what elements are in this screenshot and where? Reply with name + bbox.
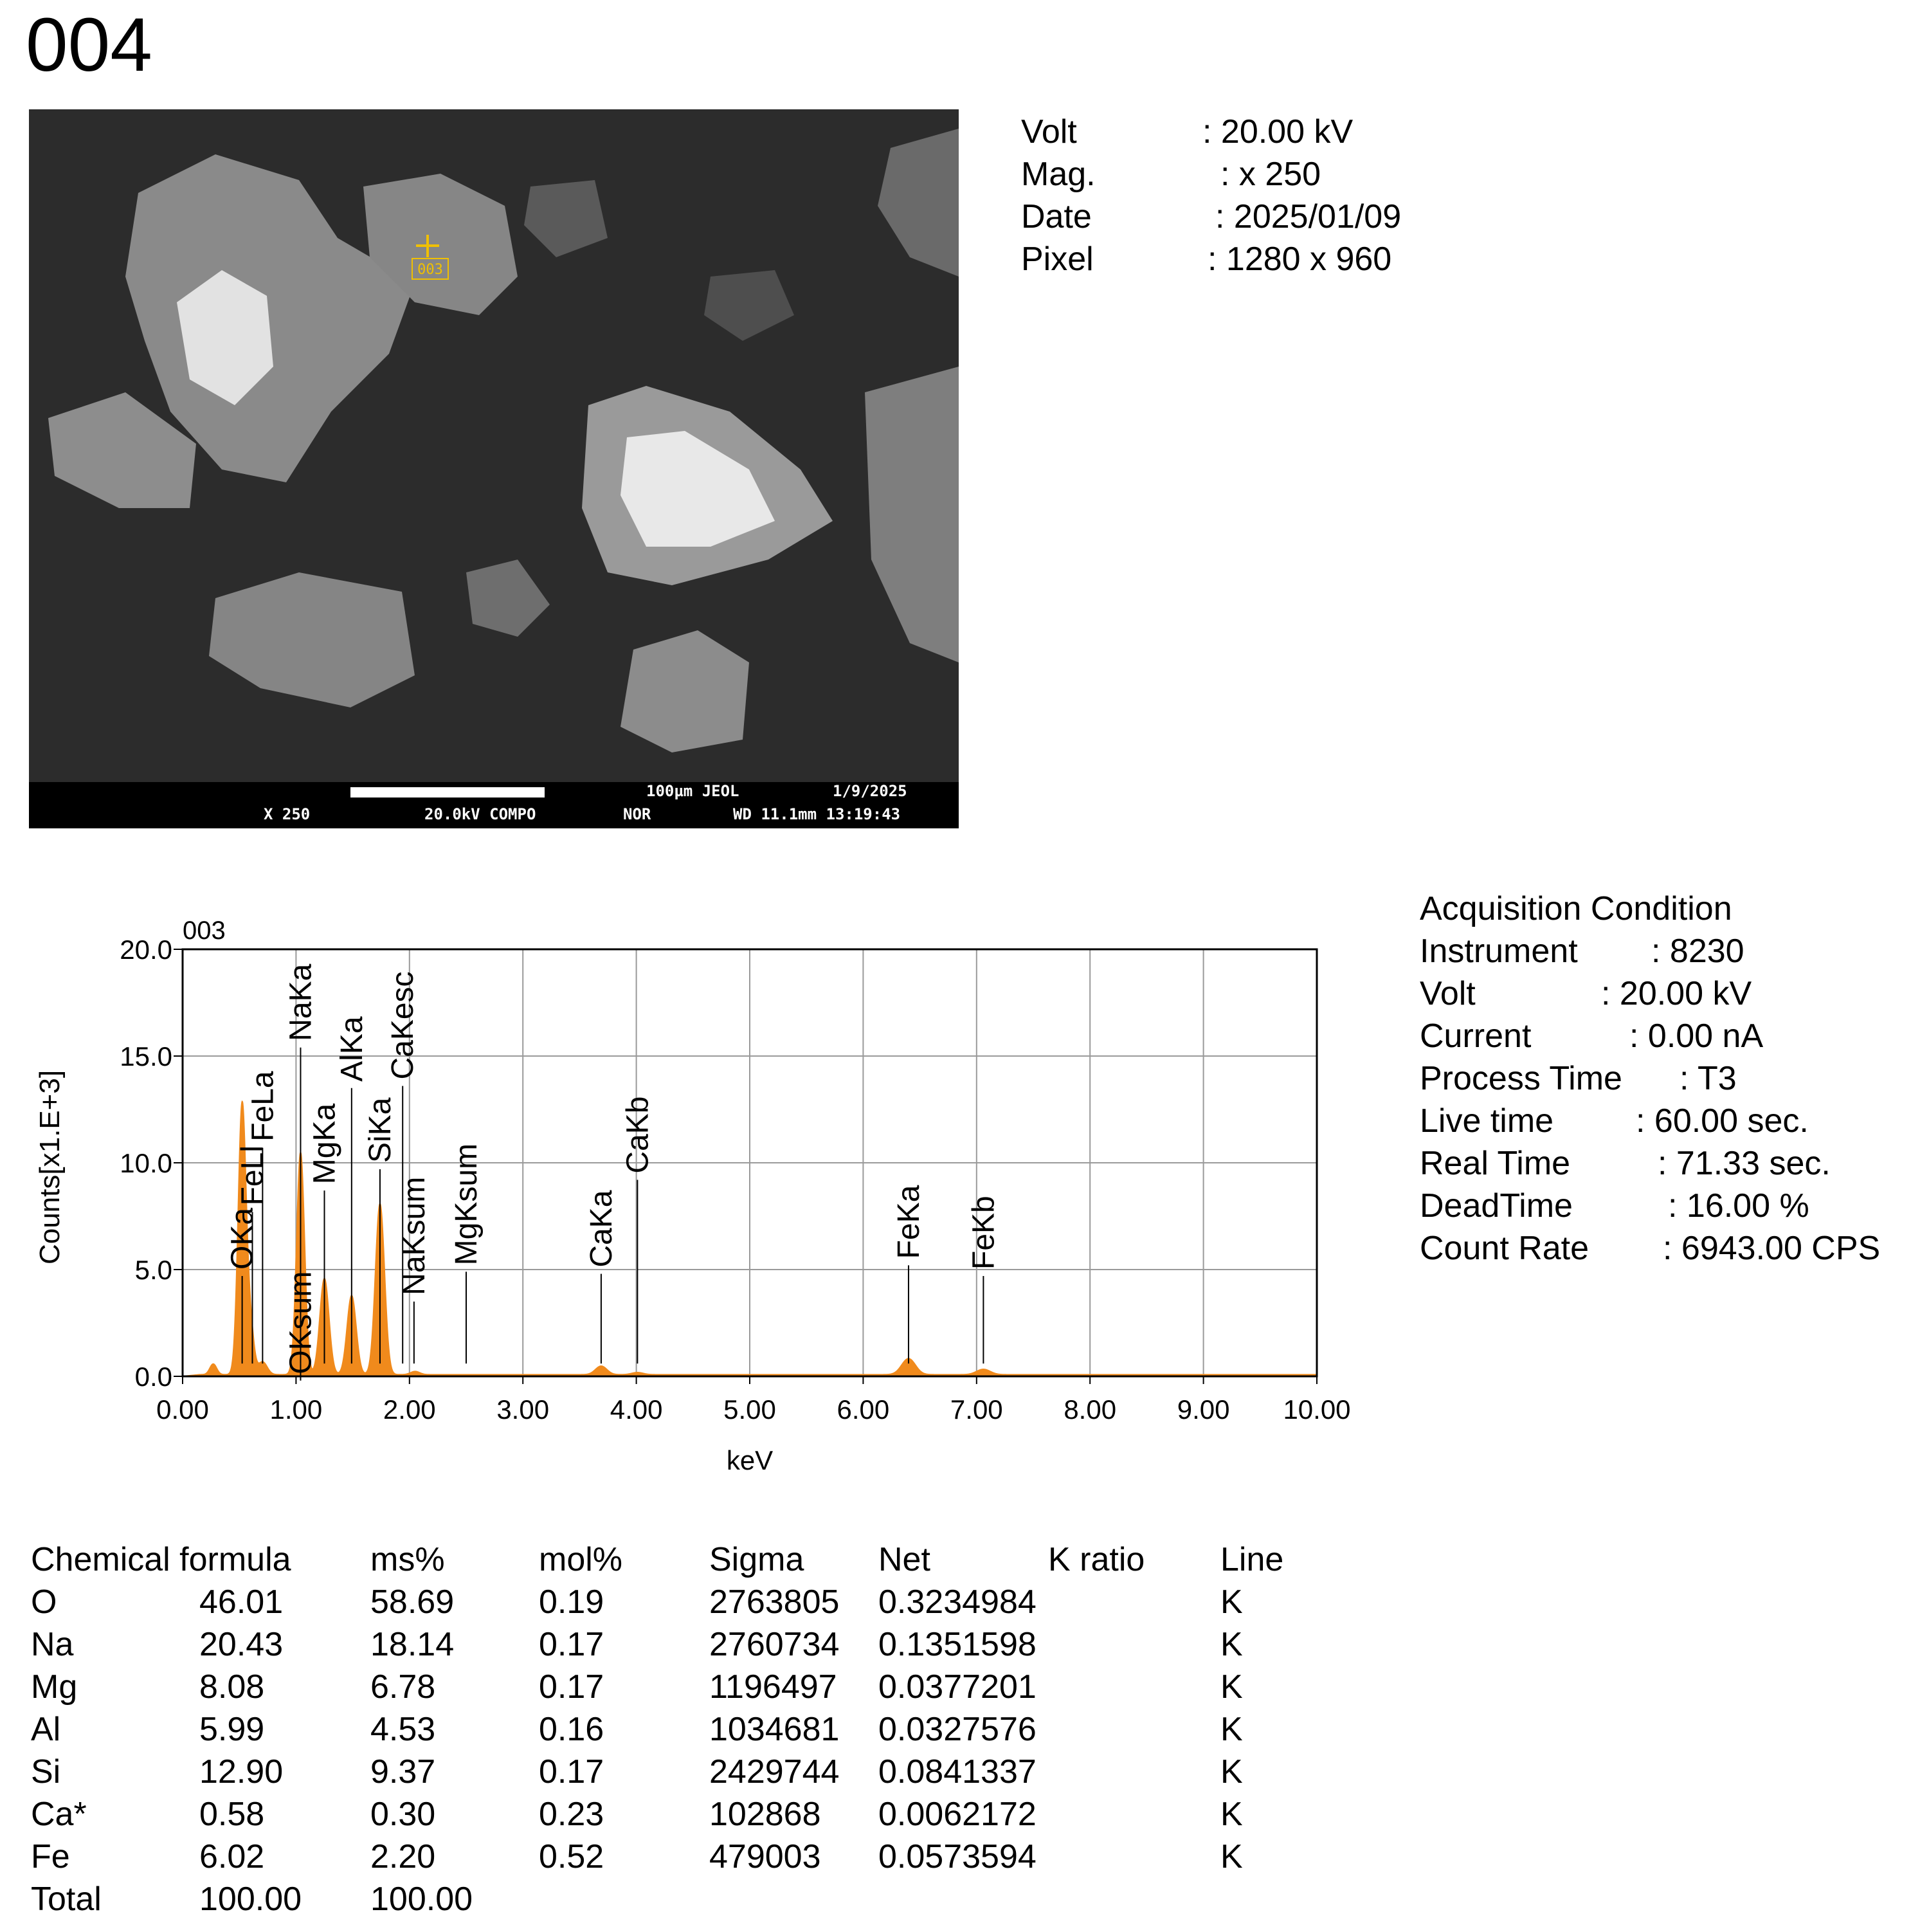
marker-label-oksum: OKsum [284, 1271, 318, 1374]
info-label: Volt [1021, 113, 1077, 150]
table-cell: Al [31, 1711, 61, 1748]
table-cell: 0.0841337 [878, 1753, 1037, 1791]
info-value: : 20.00 kV [1202, 113, 1354, 150]
table-cell: 18.14 [370, 1626, 455, 1663]
acq-value: : 16.00 % [1668, 1187, 1809, 1225]
y-tick-label: 5.0 [134, 1255, 172, 1285]
table-cell: Si [31, 1753, 61, 1791]
acq-value: : 20.00 kV [1601, 975, 1752, 1012]
y-tick-label: 15.0 [120, 1041, 172, 1071]
marker-label-caka: CaKa [584, 1190, 619, 1268]
table-header-cell: Net [878, 1541, 930, 1578]
acq-label: Instrument [1420, 933, 1578, 970]
x-tick-label: 6.00 [837, 1394, 890, 1425]
marker-label-mgka: MgKa [307, 1103, 342, 1185]
acq-value: : 0.00 nA [1629, 1017, 1764, 1055]
table-cell: Fe [31, 1838, 70, 1875]
table-header-cell: K ratio [1048, 1541, 1145, 1578]
table-cell: K [1220, 1753, 1243, 1791]
info-label: Date [1021, 198, 1092, 235]
acq-value: : T3 [1680, 1060, 1737, 1097]
acq-value: : 60.00 sec. [1636, 1102, 1809, 1140]
table-cell: 479003 [709, 1838, 821, 1875]
y-tick-label: 0.0 [134, 1362, 172, 1392]
table-header-cell: ms% [370, 1541, 445, 1578]
acq-label: Live time [1420, 1102, 1554, 1140]
table-cell: 102868 [709, 1796, 821, 1833]
table-cell: 12.90 [199, 1753, 284, 1791]
acq-label: Current [1420, 1017, 1532, 1055]
x-tick-label: 2.00 [383, 1394, 436, 1425]
table-header-cell: Chemical formula [31, 1541, 291, 1578]
marker-label-naksum: NaKsum [397, 1176, 431, 1295]
x-tick-label: 7.00 [950, 1394, 1003, 1425]
y-axis-label: Counts[x1.E+3] [34, 1070, 66, 1265]
table-cell: 0.17 [539, 1626, 604, 1663]
table-cell: 9.37 [370, 1753, 436, 1791]
sem-mode2: NOR [623, 805, 651, 823]
x-tick-label: 3.00 [496, 1394, 550, 1425]
table-header-cell: Line [1220, 1541, 1284, 1578]
sem-kv-mode: 20.0kV COMPO [424, 805, 536, 823]
x-tick-label: 10.00 [1283, 1394, 1351, 1425]
table-cell: K [1220, 1626, 1243, 1663]
table-cell: K [1220, 1711, 1243, 1748]
table-cell: 0.17 [539, 1753, 604, 1791]
acq-label: Volt [1420, 975, 1476, 1012]
line-markers [226, 963, 1001, 1380]
marker-label-sika: SiKa [363, 1097, 397, 1163]
table-cell: K [1220, 1838, 1243, 1875]
info-value: : 2025/01/09 [1215, 198, 1402, 235]
acquisition-title: Acquisition Condition [1420, 890, 1732, 927]
table-cell: K [1220, 1583, 1243, 1621]
table-header-cell: Sigma [709, 1541, 804, 1578]
marker-label-mgksum: MgKsum [449, 1143, 484, 1266]
x-tick-label: 4.00 [610, 1394, 663, 1425]
marker-label-fela: FeLa [246, 1071, 280, 1142]
table-cell: 2.20 [370, 1838, 436, 1875]
marker-label: 003 [417, 262, 443, 278]
table-cell: 0.3234984 [878, 1583, 1037, 1621]
table-cell: 2763805 [709, 1583, 840, 1621]
table-cell: 100.00 [199, 1881, 302, 1918]
table-cell: 0.17 [539, 1668, 604, 1706]
table-cell: Total [31, 1881, 102, 1918]
table-cell: 0.23 [539, 1796, 604, 1833]
table-cell: 20.43 [199, 1626, 284, 1663]
marker-label-alka: AlKa [334, 1016, 369, 1082]
table-cell: Na [31, 1626, 74, 1663]
sem-date: 1/9/2025 [833, 782, 907, 800]
sem-scale-text: 100µm JEOL [646, 782, 739, 800]
table-cell: 0.58 [199, 1796, 265, 1833]
sem-mag: X 250 [264, 805, 311, 823]
table-cell: 0.1351598 [878, 1626, 1037, 1663]
acq-value: : 6943.00 CPS [1663, 1230, 1881, 1267]
table-cell: 0.19 [539, 1583, 604, 1621]
info-value: : 1280 x 960 [1208, 241, 1392, 278]
marker-label-fekb: FeKb [966, 1196, 1001, 1270]
marker-label-cakesc: CaKesc [386, 971, 421, 1080]
table-cell: 0.0573594 [878, 1838, 1037, 1875]
x-tick-label: 1.00 [269, 1394, 323, 1425]
x-tick-label: 8.00 [1064, 1394, 1117, 1425]
marker-label-naka: NaKa [284, 963, 318, 1041]
table-cell: O [31, 1583, 57, 1621]
table-cell: 0.0327576 [878, 1711, 1037, 1748]
acq-label: Real Time [1420, 1145, 1571, 1182]
table-cell: 6.78 [370, 1668, 436, 1706]
table-cell: 1034681 [709, 1711, 840, 1748]
table-cell: 8.08 [199, 1668, 265, 1706]
y-tick-label: 10.0 [120, 1148, 172, 1178]
table-cell: 4.53 [370, 1711, 436, 1748]
acq-value: : 71.33 sec. [1658, 1145, 1831, 1182]
table-cell: 1196497 [709, 1668, 837, 1706]
table-cell: 6.02 [199, 1838, 265, 1875]
sem-wd-time: WD 11.1mm 13:19:43 [733, 805, 901, 823]
x-tick-label: 0.00 [156, 1394, 209, 1425]
marker-label-feka: FeKa [891, 1185, 926, 1259]
table-cell: 58.69 [370, 1583, 455, 1621]
table-header-cell: mol% [539, 1541, 623, 1578]
acq-label: Count Rate [1420, 1230, 1589, 1267]
y-tick-label: 20.0 [120, 934, 172, 965]
acq-label: DeadTime [1420, 1187, 1573, 1225]
table-cell: 0.0377201 [878, 1668, 1037, 1706]
x-axis-label: keV [726, 1445, 774, 1475]
table-cell: 0.16 [539, 1711, 604, 1748]
acq-label: Process Time [1420, 1060, 1622, 1097]
marker-label-cakb: CaKb [620, 1096, 655, 1174]
table-cell: Ca* [31, 1796, 87, 1833]
info-label: Mag. [1021, 156, 1096, 193]
marker-label-fell: FeLl [235, 1145, 270, 1206]
table-cell: K [1220, 1668, 1243, 1706]
table-cell: K [1220, 1796, 1243, 1833]
table-cell: 100.00 [370, 1881, 473, 1918]
marker-label-oka: OKa [225, 1207, 260, 1270]
x-tick-label: 5.00 [723, 1394, 776, 1425]
acq-value: : 8230 [1651, 933, 1744, 970]
table-cell: 0.0062172 [878, 1796, 1037, 1833]
table-cell: 0.30 [370, 1796, 436, 1833]
table-cell: 5.99 [199, 1711, 265, 1748]
table-cell: 2429744 [709, 1753, 840, 1791]
info-label: Pixel [1021, 241, 1094, 278]
chart-title: 003 [183, 916, 226, 945]
table-cell: 0.52 [539, 1838, 604, 1875]
x-tick-label: 9.00 [1177, 1394, 1230, 1425]
table-cell: Mg [31, 1668, 78, 1706]
page-title: 004 [26, 3, 152, 87]
table-cell: 46.01 [199, 1583, 284, 1621]
info-value: : x 250 [1220, 156, 1321, 193]
table-cell: 2760734 [709, 1626, 840, 1663]
